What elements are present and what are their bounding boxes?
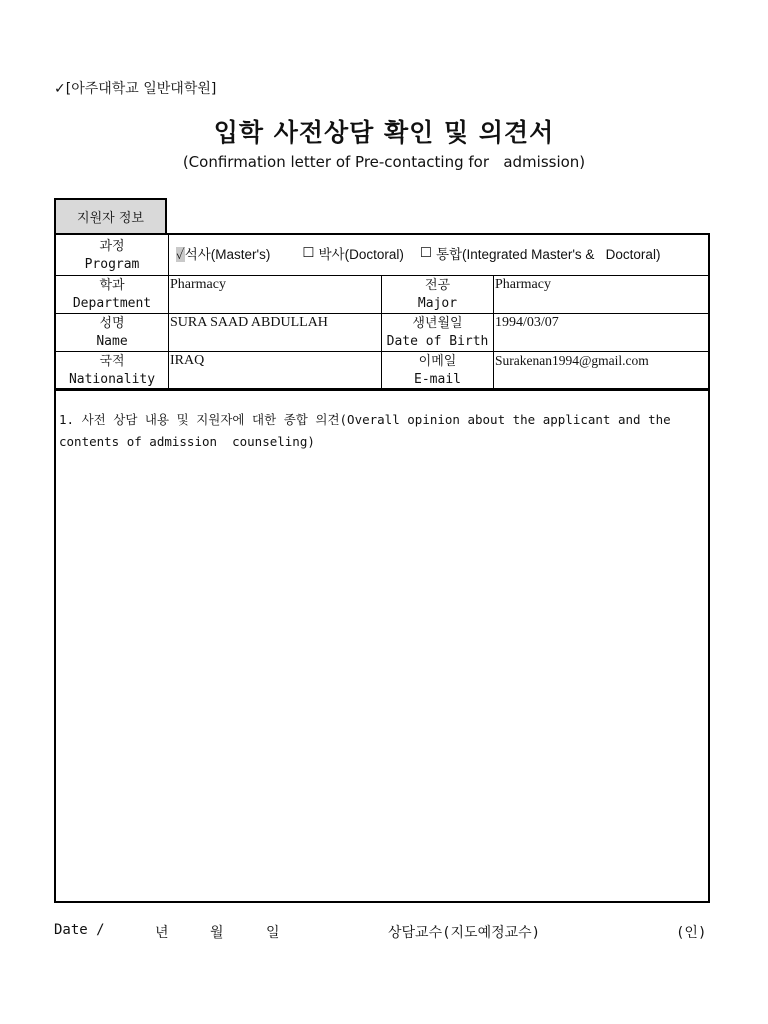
nationality-label-en: Nationality	[68, 372, 156, 387]
department-label-en: Department	[72, 296, 152, 311]
program-options	[176, 243, 660, 263]
name-label-ko: 성명	[99, 316, 125, 331]
nationality-value: IRAQ	[170, 353, 205, 368]
check-mark-icon: ✓	[176, 247, 185, 262]
major-label-ko: 전공	[424, 278, 451, 293]
month-label: 월	[210, 925, 224, 941]
day-label: 일	[266, 925, 280, 941]
department-label	[56, 277, 168, 313]
integrated-label: 통합(Integrated Master's & Doctoral)	[435, 247, 661, 262]
dob-label-en: Date of Birth	[386, 334, 489, 349]
name-label-en: Name	[96, 334, 128, 349]
email-label-en: E-mail	[414, 372, 461, 387]
department-label-ko: 학과	[99, 278, 125, 293]
header-tag: ✓[아주대학교 일반대학원]	[54, 81, 217, 97]
opinion-line-1: 1. 사전 상담 내용 및 지원자에 대한 종합 의견(Overall opinion about the applicant and the	[59, 412, 671, 427]
major-value: Pharmacy	[495, 277, 551, 292]
row-divider	[56, 275, 708, 276]
email-label-ko: 이메일	[418, 354, 457, 369]
row-divider	[56, 313, 708, 314]
dob-label	[382, 315, 493, 351]
name-label	[56, 315, 168, 351]
column-divider	[493, 275, 494, 388]
document-subtitle: (Confirmation letter of Pre-contacting for admission)	[182, 153, 586, 171]
date-label: Date /	[54, 922, 105, 938]
nationality-label	[56, 353, 168, 389]
advisor-label: 상담교수(지도예정교수)	[388, 925, 541, 941]
department-value: Pharmacy	[170, 277, 226, 292]
major-label	[382, 277, 493, 313]
opinion-box[interactable]	[54, 389, 710, 903]
dob-label-ko: 생년월일	[412, 316, 463, 331]
program-label-ko: 과정	[99, 239, 125, 254]
applicant-info-tab	[54, 198, 167, 233]
doctoral-label: 박사(Doctoral)	[318, 247, 404, 262]
major-label-en: Major	[417, 296, 458, 311]
program-label-en: Program	[84, 257, 140, 272]
dob-value: 1994/03/07	[495, 315, 559, 330]
name-value: SURA SAAD ABDULLAH	[170, 315, 328, 330]
program-label	[56, 238, 168, 274]
row-divider	[56, 351, 708, 352]
checkbox-icon[interactable]: ☐	[419, 245, 432, 260]
document-title: 입학 사전상담 확인 및 의견서	[213, 118, 555, 147]
email-label	[382, 353, 493, 389]
nationality-label-ko: 국적	[99, 354, 125, 369]
section-label: 지원자 정보	[77, 211, 144, 226]
checkbox-icon[interactable]: ☐	[302, 245, 315, 260]
applicant-info-table	[54, 233, 710, 390]
year-label: 년	[155, 925, 169, 941]
opinion-prompt	[59, 409, 704, 453]
seal-label: (인)	[676, 925, 707, 941]
masters-option[interactable]	[176, 243, 270, 263]
masters-label: 석사(Master's)	[184, 247, 271, 262]
opinion-line-2: contents of admission counseling)	[59, 434, 315, 449]
email-value: Surakenan1994@gmail.com	[495, 353, 649, 368]
column-divider	[168, 235, 169, 388]
